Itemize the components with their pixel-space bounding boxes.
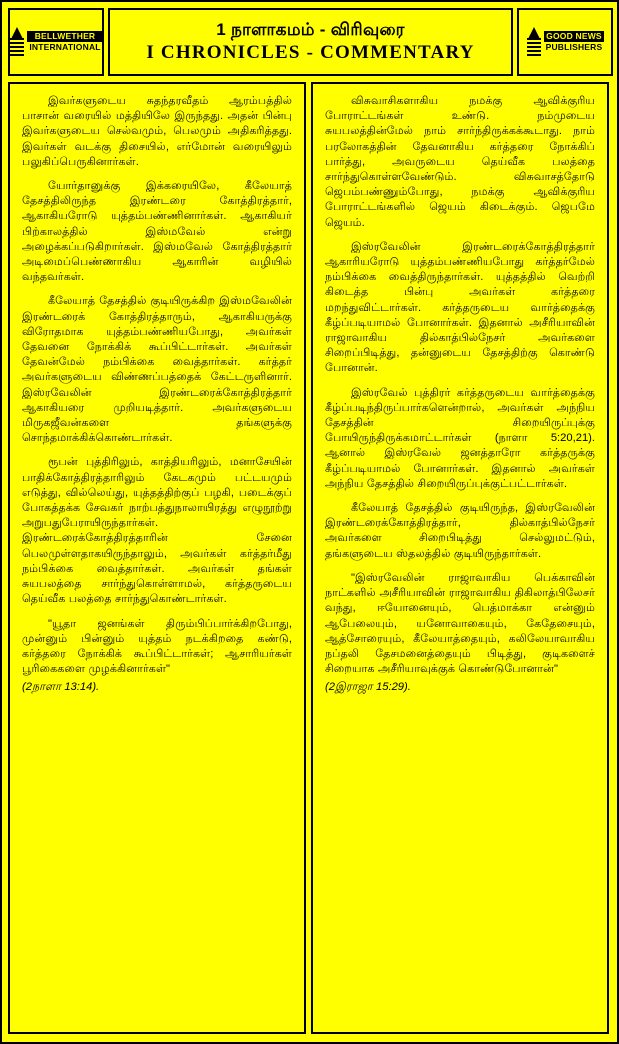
paragraph: இவர்களுடைய சுதந்தரவீதம் ஆரம்பத்தில் பாசான் வரையில் மத்தியிலே இருந்தது. அதன் பின்பு இவர்களுடைய செல்வமும், பெலமும் அதிகரித்தது. இவர்கள் வடக்கு திசையில், எர்மோன் வரையிலும் பலுகிப்பெருகினார்கள். xyxy=(22,95,292,168)
paragraph: கீலேயாத் தேசத்தில் குடியிருந்த, இஸ்ரவேலின் இரண்டரைக்கோத்திரத்தார், தில்காத்பில்நேசர் அவர்களை சிறைபிடித்து செல்லுமட்டும், தங்களுடைய ஸ்தலத்தில் குடியிருந்தார்கள். xyxy=(325,502,595,560)
scripture-quote: "யூதா ஜனங்கள் திரும்பிப்பார்க்கிறபோது, முன்னும் பின்னும் யுத்தம் நடக்கிறதை கண்டு, கர்த்தரை நோக்கிக் கூப்பிட்டார்கள்; ஆசாரியர்கள் பூரிகைகளை முழக்கினார்கள்" xyxy=(22,617,292,676)
title-tamil: 1 நாளாகமம் - விரிவுரை xyxy=(216,20,405,39)
logo-line-2: INTERNATIONAL xyxy=(29,42,101,52)
paragraph: யோர்தானுக்கு இக்கரையிலே, கீலேயாத் தேசத்திலிருந்த இரண்டரை கோத்திரத்தார், ஆகாகியரோடு யுத்தம்பண்ணினார்கள். ஆகாகியர் பிற்காலத்தில் இஸ்மவேல் என்று அழைக்கப்படுகிறார்கள். இஸ்மவேல் கோத்திரத்தார் அடிமைப்பெண்ணாகிய ஆகாரின் வழியில் வந்தவர்கள். xyxy=(22,180,292,284)
right-text-column xyxy=(311,82,609,1034)
document-body xyxy=(8,82,613,1034)
publisher-line-1: GOOD NEWS xyxy=(544,31,605,42)
bellwether-international-logo xyxy=(8,8,104,76)
publisher-line-2: PUBLISHERS xyxy=(545,42,603,52)
bell-tower-icon xyxy=(526,27,542,57)
left-text-column xyxy=(8,82,306,1034)
good-news-publishers-logo xyxy=(517,8,613,76)
title-english: I CHRONICLES - COMMENTARY xyxy=(146,42,475,63)
scripture-reference: (2நாளா 13:14). xyxy=(22,681,100,694)
paragraph: இஸ்ரவேலின் இரண்டரைக்கோத்திரத்தார் ஆகாரியரோடு யுத்தம்பண்ணியபோது கர்த்தர்மேல் நம்பிக்கை வைத்திருந்தார்கள். யுத்தத்தில் வெற்றி கிடைத்த பின்பு அவர்கள் கர்த்தரை மறந்துவிட்டார்கள். கர்த்தருடைய வார்த்தைக்கு கீழ்ப்படியாமல் போனார்கள். இதனால் அசீரியாவின் ராஜாவாகிய தில்காத்பில்நேசர் அவர்களை சிறைப்பிடித்து, தன்னுடைய தேசத்திற்கு கொண்டு போனான். xyxy=(325,240,595,375)
bell-tower-icon xyxy=(9,27,25,57)
document-header xyxy=(8,8,613,76)
scripture-quote: "இஸ்ரவேலின் ராஜாவாகிய பெக்காவின் நாட்களில் அசீரியாவின் ராஜாவாகிய திகிலாத்பிலேசர் வந்து, ஈயோனையும், பெத்மாக்கா என்னும் ஆபேலையும், யனோவாகையும், கேதேசையும், ஆத்சோரையும், கீலேயாத்தையும், கலிலேயாவாகிய நப்தலி தேசமனைத்தையும் பிடித்து, குடிகளைச் சிறையாக அசீரியாவுக்குக் கொண்டுபோனான்" xyxy=(325,571,595,676)
paragraph: இஸ்ரவேல் புத்திரர் கர்த்தருடைய வார்த்தைக்கு கீழ்ப்படிந்திருப்பார்களென்றால், அவர்கள் அந்நிய தேசத்தின் சிறையிருப்புக்கு போயிருந்திருக்கமாட்டார்கள் (நாளா 5:20,21). ஆனால் இஸ்ரவேல் ஜனத்தாரோ கர்த்தருக்கு கீழ்ப்படியாமல் போனார்கள். இதனால் அவர்கள் அந்நிய தேசத்தில் சிறையிருப்புக்குட்பட்டார்கள். xyxy=(325,386,595,490)
logo-line-1: BELLWETHER xyxy=(27,31,102,42)
page-title xyxy=(108,8,513,76)
paragraph: கீலேயாத் தேசத்தில் குடியிருக்கிற இஸ்மவேலின் இரண்டரைக் கோத்திரத்தாரும், ஆகாகியருக்கு விரோதமாக யுத்தம்பண்ணியபோது, அவர்கள் தேவனை நோக்கிக் கூப்பிட்டார்கள். அவர்கள் தேவன்மேல் நம்பிக்கை வைத்தார்கள். கர்த்தர் அவர்களுடைய விண்ணப்பத்தைக் கேட்டருளினார். இஸ்ரவேலின் இரண்டரைக்கோத்திரத்தார் ஆகாகியரை முறியடித்தார். அவர்களுடைய மிருகஜீவன்களை தங்களுக்கு சொந்தமாக்கிக்கொண்டார்கள். xyxy=(22,295,292,445)
scripture-reference: (2இராஜா 15:29). xyxy=(325,681,411,694)
paragraph: விசுவாசிகளாகிய நமக்கு ஆவிக்குரிய போராட்டங்கள் உண்டு. நம்முடைய சுயபலத்தின்மேல் நாம் சார்ந்திருக்கக்கூடாது. நாம் பரலோகத்தின் தேவனாகிய கர்த்தரை நோக்கிப் பார்த்து, அவருடைய தெய்வீக பலத்தை சார்ந்துகொள்ளவேண்டும். விசுவாசத்தோடு ஜெபம்பண்ணும்போது, நமக்கு ஆவிக்குரிய போராட்டங்களில் ஜெயம் கிடைக்கும். ஜெபமே ஜெயம். xyxy=(325,95,595,229)
paragraph: ரூபன் புத்திரிலும், காத்தியரிலும், மனாசேயின் பாதிக்கோத்திரத்தாரிலும் கேடகமும் பட்டயமும் எடுத்து, வில்லெய்து, யுத்தத்திற்குப் பழகி, படைக்குப் போகத்தக்க சேவகர் நாற்பத்துநாலாயிரத்து எழுநூற்று அறுபதுபேராயிருந்தார்கள். இரண்டரைக்கோத்திரத்தாரின் சேனை பெலமுள்ளதாகயிருந்தாலும், அவர்கள் கர்த்தர்மீது நம்பிக்கை வைத்தார்கள். அவர்கள் தங்கள் சுயபலத்தை சார்ந்துகொள்ளாமல், கர்த்தருடைய தெய்வீக பலத்தை சார்ந்துகொண்டார்கள். xyxy=(22,456,292,606)
